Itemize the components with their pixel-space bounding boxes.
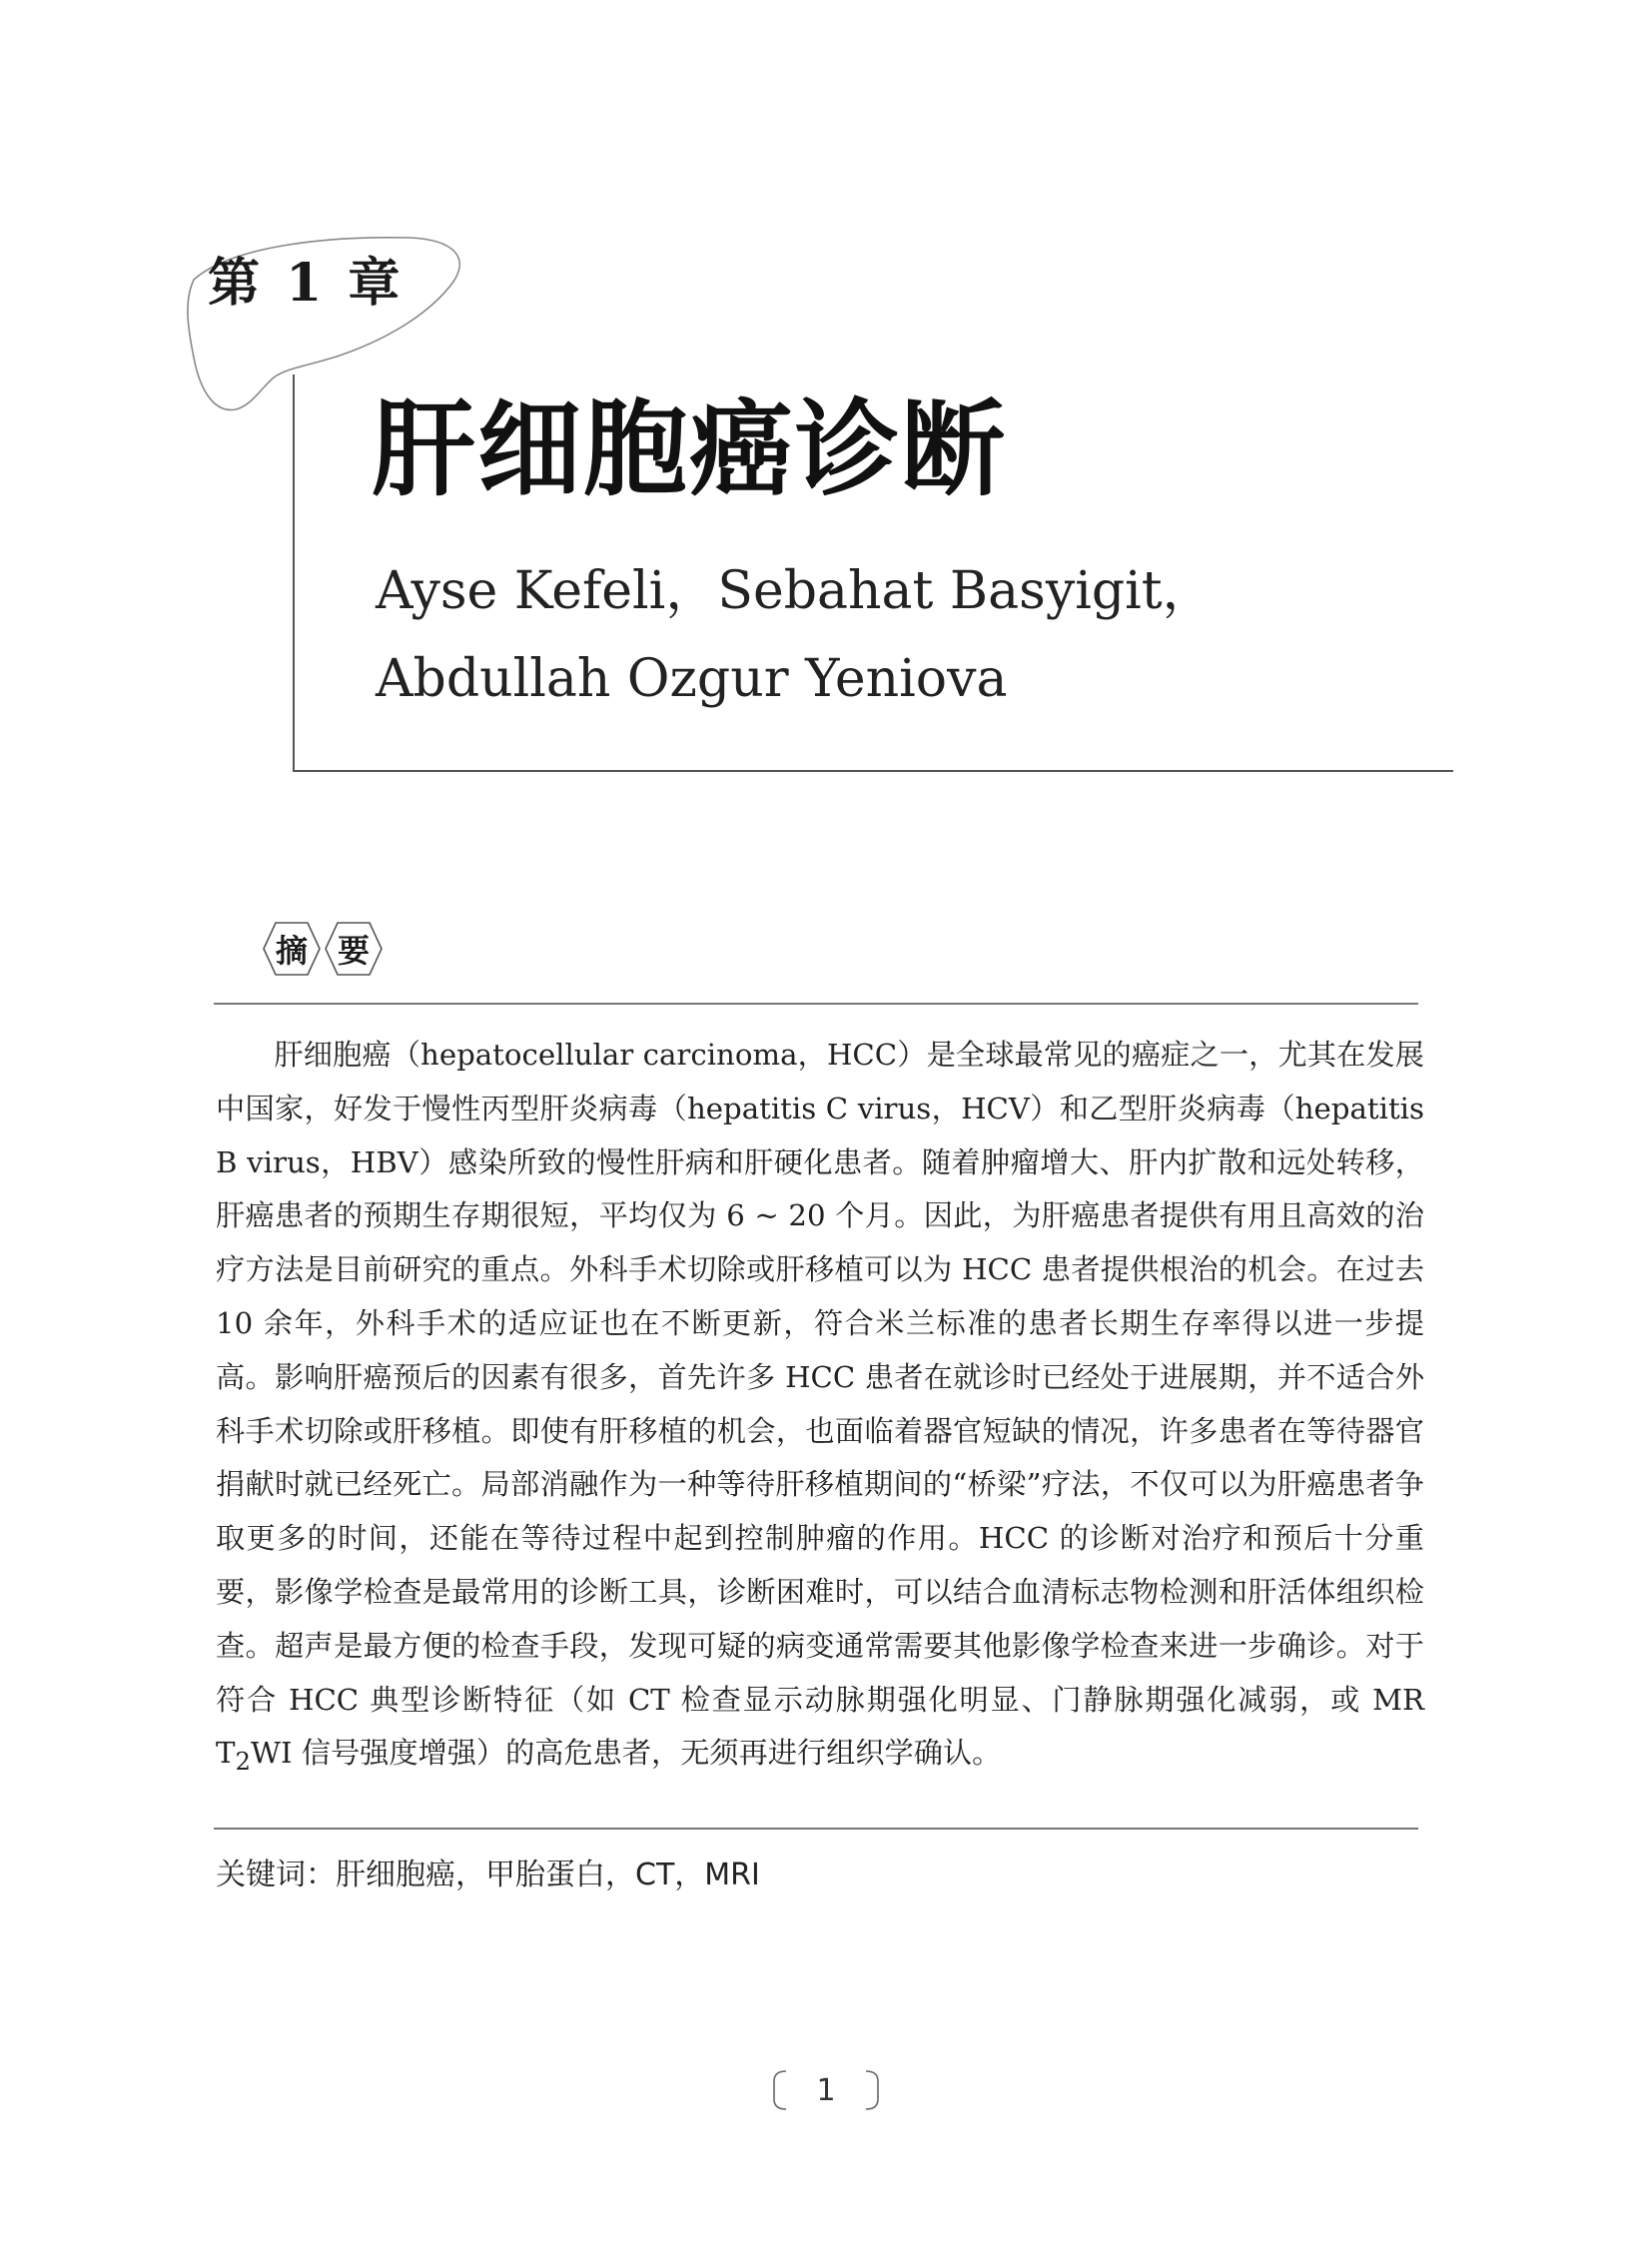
- abstract-text-part-1: 肝细胞癌（hepatocellular carcinoma，HCC）是全球最常见的癌症之一，尤其在发展中国家，好发于慢性丙型肝炎病毒（hepatitis C virus，HCV）和乙型肝炎病毒（hepatitis B virus，HBV）感染所致的慢性肝病和肝硬化患者。随着肿瘤增大、肝内扩散和远处转移，肝癌患者的预期生存期很短，平均仅为 6 ~ 20 个月。因此，为肝癌患者提供有用且高效的治疗方法是目前研究的重点。外科手术切除或肝移植可以为 HCC 患者提供根治的机会。在过去 10 余年，外科手术的适应证也在不断更新，符合米兰标准的患者长期生存率得以进一步提高。影响肝癌预后的因素有很多，首先许多 HCC 患者在就诊时已经处于进展期，并不适合外科手术切除或肝移植。即使有肝移植的机会，也面临着器官短缺的情况，许多患者在等待器官捐献时就已经死亡。局部消融作为一种等待肝移植期间的“桥梁”疗法，不仅可以为肝癌患者争取更多的时间，还能在等待过程中起到控制肿瘤的作用。HCC 的诊断对治疗和预后十分重要，影像学检查是最常用的诊断工具，诊断困难时，可以结合血清标志物检测和肝活体组织检查。超声是最方便的检查手段，发现可疑的病变通常需要其他影像学检查来进一步确诊。对于符合 HCC 典型诊断特征（如 CT 检查显示动脉期强化明显、门静脉期强化减弱，或 MR T: [216, 1038, 1424, 1771]
- abstract-top-rule: [214, 1003, 1418, 1005]
- chapter-label: 第 1 章: [208, 253, 405, 314]
- author-list: [376, 547, 1215, 723]
- page-number-text: 1: [816, 2072, 836, 2108]
- page-title: 肝细胞癌诊断: [372, 387, 1008, 510]
- abstract-heading-char-1: 摘: [275, 932, 308, 970]
- title-horizontal-rule: [293, 770, 1453, 772]
- abstract-body: [216, 1029, 1424, 1789]
- abstract-paragraph: [216, 1029, 1424, 1789]
- abstract-heading-char-2: 要: [337, 932, 370, 970]
- author-line-2: Abdullah Ozgur Yeniova: [376, 649, 1008, 709]
- author-line-1: Ayse Kefeli，Sebahat Basyigit，: [376, 561, 1215, 621]
- hexagon-badge: [324, 921, 384, 977]
- keywords-line: 关键词：肝细胞癌，甲胎蛋白，CT，MRI: [216, 1858, 760, 1892]
- hexagon-badge: [262, 921, 322, 977]
- abstract-heading: [262, 921, 386, 977]
- abstract-bottom-rule: [214, 1828, 1418, 1830]
- page-number: [764, 2067, 888, 2113]
- title-vertical-rule: [293, 374, 295, 772]
- abstract-subscript: 2: [235, 1747, 251, 1777]
- abstract-text-part-2: WI 信号强度增强）的高危患者，无须再进行组织学确认。: [250, 1736, 1002, 1771]
